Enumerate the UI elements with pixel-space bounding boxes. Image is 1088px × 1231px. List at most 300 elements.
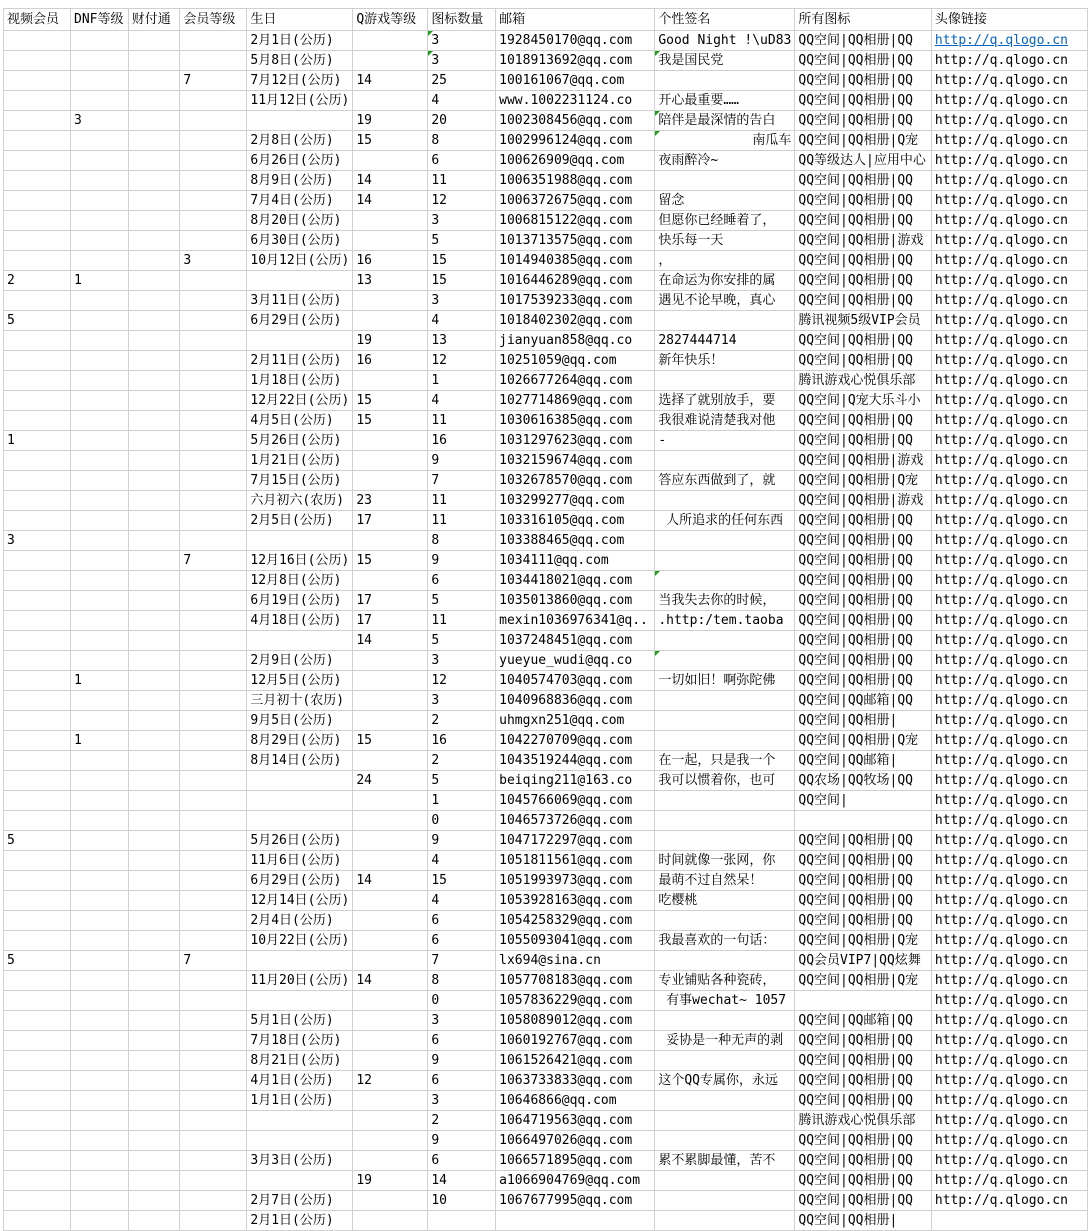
cell-video_vip[interactable] xyxy=(4,511,71,531)
cell-icon_count[interactable]: 13 xyxy=(428,331,496,351)
cell-birthday[interactable]: 3月3日(公历) xyxy=(247,1151,353,1171)
cell-tenpay[interactable] xyxy=(128,971,180,991)
cell-avatar_link[interactable]: http://q.qlogo.cn xyxy=(931,151,1087,171)
cell-qgame_level[interactable] xyxy=(353,151,428,171)
cell-video_vip[interactable] xyxy=(4,171,71,191)
cell-icon_count[interactable]: 6 xyxy=(428,931,496,951)
cell-birthday[interactable]: 12月14日(公历) xyxy=(247,891,353,911)
cell-avatar_link[interactable]: http://q.qlogo.cn xyxy=(931,351,1087,371)
cell-icon_count[interactable]: 11 xyxy=(428,611,496,631)
cell-email[interactable]: 10251059@qq.com xyxy=(496,351,655,371)
cell-video_vip[interactable] xyxy=(4,251,71,271)
cell-avatar_link[interactable]: http://q.qlogo.cn xyxy=(931,91,1087,111)
cell-signature[interactable] xyxy=(655,491,795,511)
cell-video_vip[interactable] xyxy=(4,131,71,151)
cell-icons[interactable] xyxy=(795,811,932,831)
cell-dnf_level[interactable] xyxy=(71,511,129,531)
cell-qgame_level[interactable]: 15 xyxy=(353,411,428,431)
cell-birthday[interactable]: 三月初十(农历) xyxy=(247,691,353,711)
cell-icon_count[interactable]: 8 xyxy=(428,531,496,551)
cell-vip_level[interactable] xyxy=(180,1151,247,1171)
cell-avatar_link[interactable]: http://q.qlogo.cn xyxy=(931,951,1087,971)
cell-icons[interactable]: QQ空间|QQ相册|QQ xyxy=(795,191,932,211)
cell-tenpay[interactable] xyxy=(128,371,180,391)
cell-email[interactable]: 1042270709@qq.com xyxy=(496,731,655,751)
header-cell-vip_level[interactable]: 会员等级 xyxy=(180,9,247,31)
cell-avatar_link[interactable]: http://q.qlogo.cn xyxy=(931,811,1087,831)
cell-qgame_level[interactable]: 15 xyxy=(353,551,428,571)
cell-icons[interactable]: QQ空间|QQ相册|QQ xyxy=(795,1051,932,1071)
cell-icons[interactable]: 腾讯游戏心悦俱乐部 xyxy=(795,1111,932,1131)
cell-video_vip[interactable] xyxy=(4,571,71,591)
cell-icon_count[interactable]: 11 xyxy=(428,511,496,531)
cell-video_vip[interactable] xyxy=(4,771,71,791)
cell-video_vip[interactable] xyxy=(4,891,71,911)
cell-qgame_level[interactable] xyxy=(353,211,428,231)
cell-dnf_level[interactable] xyxy=(71,1071,129,1091)
cell-email[interactable]: 1040968836@qq.com xyxy=(496,691,655,711)
cell-dnf_level[interactable] xyxy=(71,611,129,631)
cell-signature[interactable]: 我最喜欢的一句话： xyxy=(655,931,795,951)
cell-birthday[interactable] xyxy=(247,111,353,131)
header-cell-email[interactable]: 邮箱 xyxy=(496,9,655,31)
cell-video_vip[interactable] xyxy=(4,791,71,811)
cell-qgame_level[interactable] xyxy=(353,791,428,811)
cell-signature[interactable]: 留念 xyxy=(655,191,795,211)
cell-tenpay[interactable] xyxy=(128,1031,180,1051)
cell-avatar_link[interactable]: http://q.qlogo.cn xyxy=(931,411,1087,431)
cell-signature[interactable] xyxy=(655,651,795,671)
cell-video_vip[interactable] xyxy=(4,631,71,651)
cell-qgame_level[interactable]: 14 xyxy=(353,971,428,991)
cell-signature[interactable] xyxy=(655,531,795,551)
cell-qgame_level[interactable]: 23 xyxy=(353,491,428,511)
cell-signature[interactable] xyxy=(655,951,795,971)
cell-email[interactable]: 1058089012@qq.com xyxy=(496,1011,655,1031)
cell-signature[interactable] xyxy=(655,1171,795,1191)
cell-icon_count[interactable]: 5 xyxy=(428,631,496,651)
cell-birthday[interactable]: 5月8日(公历) xyxy=(247,51,353,71)
cell-dnf_level[interactable] xyxy=(71,491,129,511)
cell-vip_level[interactable] xyxy=(180,411,247,431)
avatar-link-hyperlink[interactable]: http://q.qlogo.cn xyxy=(931,31,1087,51)
cell-icons[interactable]: QQ等级达人|应用中心 xyxy=(795,151,932,171)
cell-birthday[interactable]: 1月21日(公历) xyxy=(247,451,353,471)
cell-qgame_level[interactable]: 14 xyxy=(353,71,428,91)
cell-qgame_level[interactable] xyxy=(353,711,428,731)
cell-avatar_link[interactable]: http://q.qlogo.cn xyxy=(931,831,1087,851)
cell-icon_count[interactable]: 3 xyxy=(428,31,496,51)
cell-video_vip[interactable] xyxy=(4,391,71,411)
cell-video_vip[interactable] xyxy=(4,331,71,351)
cell-tenpay[interactable] xyxy=(128,311,180,331)
cell-dnf_level[interactable] xyxy=(71,811,129,831)
cell-signature[interactable] xyxy=(655,911,795,931)
cell-signature[interactable] xyxy=(655,1051,795,1071)
cell-qgame_level[interactable] xyxy=(353,51,428,71)
cell-signature[interactable]: 时间就像一张网，你 xyxy=(655,851,795,871)
cell-qgame_level[interactable]: 19 xyxy=(353,111,428,131)
cell-qgame_level[interactable] xyxy=(353,431,428,451)
cell-avatar_link[interactable]: http://q.qlogo.cn xyxy=(931,931,1087,951)
cell-birthday[interactable]: 4月5日(公历) xyxy=(247,411,353,431)
cell-qgame_level[interactable]: 17 xyxy=(353,611,428,631)
cell-vip_level[interactable] xyxy=(180,271,247,291)
cell-icons[interactable]: QQ空间|QQ相册|QQ xyxy=(795,1171,932,1191)
cell-icons[interactable]: QQ空间|QQ相册|QQ xyxy=(795,171,932,191)
cell-vip_level[interactable] xyxy=(180,531,247,551)
cell-birthday[interactable] xyxy=(247,531,353,551)
cell-dnf_level[interactable]: 1 xyxy=(71,671,129,691)
cell-tenpay[interactable] xyxy=(128,851,180,871)
cell-qgame_level[interactable]: 19 xyxy=(353,1171,428,1191)
cell-avatar_link[interactable]: http://q.qlogo.cn xyxy=(931,451,1087,471)
cell-tenpay[interactable] xyxy=(128,651,180,671)
cell-video_vip[interactable]: 5 xyxy=(4,311,71,331)
cell-tenpay[interactable] xyxy=(128,171,180,191)
cell-avatar_link[interactable]: http://q.qlogo.cn xyxy=(931,851,1087,871)
cell-tenpay[interactable] xyxy=(128,211,180,231)
cell-email[interactable]: 1067677995@qq.com xyxy=(496,1191,655,1211)
cell-icons[interactable]: QQ空间|QQ相册|游戏 xyxy=(795,231,932,251)
cell-signature[interactable] xyxy=(655,1111,795,1131)
cell-vip_level[interactable] xyxy=(180,751,247,771)
cell-video_vip[interactable]: 2 xyxy=(4,271,71,291)
cell-avatar_link[interactable]: http://q.qlogo.cn xyxy=(931,1151,1087,1171)
cell-vip_level[interactable] xyxy=(180,831,247,851)
cell-icon_count[interactable]: 4 xyxy=(428,891,496,911)
cell-vip_level[interactable] xyxy=(180,451,247,471)
cell-birthday[interactable] xyxy=(247,1111,353,1131)
cell-email[interactable]: 1006372675@qq.com xyxy=(496,191,655,211)
cell-signature[interactable]: 但愿你已经睡着了， xyxy=(655,211,795,231)
cell-qgame_level[interactable] xyxy=(353,1211,428,1231)
cell-email[interactable]: 1040574703@qq.com xyxy=(496,671,655,691)
cell-birthday[interactable]: 5月1日(公历) xyxy=(247,1011,353,1031)
cell-dnf_level[interactable] xyxy=(71,211,129,231)
cell-email[interactable]: 1057836229@qq.com xyxy=(496,991,655,1011)
cell-avatar_link[interactable]: http://q.qlogo.cn xyxy=(931,1191,1087,1211)
cell-email[interactable]: 1037248451@qq.com xyxy=(496,631,655,651)
cell-icon_count[interactable]: 9 xyxy=(428,551,496,571)
cell-avatar_link[interactable]: http://q.qlogo.cn xyxy=(931,911,1087,931)
cell-icons[interactable]: QQ会员VIP7|QQ炫舞 xyxy=(795,951,932,971)
cell-video_vip[interactable] xyxy=(4,451,71,471)
cell-dnf_level[interactable] xyxy=(71,91,129,111)
cell-vip_level[interactable] xyxy=(180,1051,247,1071)
cell-video_vip[interactable] xyxy=(4,191,71,211)
cell-vip_level[interactable] xyxy=(180,111,247,131)
cell-icons[interactable]: 腾讯游戏心悦俱乐部 xyxy=(795,371,932,391)
cell-signature[interactable]: 有事wechat~ 1057 xyxy=(655,991,795,1011)
cell-dnf_level[interactable] xyxy=(71,31,129,51)
cell-icon_count[interactable]: 6 xyxy=(428,571,496,591)
cell-tenpay[interactable] xyxy=(128,731,180,751)
cell-icon_count[interactable]: 0 xyxy=(428,991,496,1011)
cell-icons[interactable]: QQ空间|QQ相册|QQ xyxy=(795,611,932,631)
cell-birthday[interactable]: 11月20日(公历) xyxy=(247,971,353,991)
cell-dnf_level[interactable] xyxy=(71,1211,129,1231)
cell-signature[interactable] xyxy=(655,1191,795,1211)
cell-icon_count[interactable]: 1 xyxy=(428,791,496,811)
cell-qgame_level[interactable]: 14 xyxy=(353,171,428,191)
cell-icons[interactable]: QQ空间|QQ相册|QQ xyxy=(795,1131,932,1151)
header-cell-video_vip[interactable]: 视频会员 xyxy=(4,9,71,31)
cell-birthday[interactable] xyxy=(247,951,353,971)
cell-vip_level[interactable] xyxy=(180,491,247,511)
cell-icon_count[interactable]: 16 xyxy=(428,431,496,451)
cell-icons[interactable]: QQ空间|QQ相册|QQ xyxy=(795,1151,932,1171)
header-cell-icon_count[interactable]: 图标数量 xyxy=(428,9,496,31)
cell-vip_level[interactable] xyxy=(180,351,247,371)
cell-tenpay[interactable] xyxy=(128,231,180,251)
cell-video_vip[interactable] xyxy=(4,351,71,371)
cell-video_vip[interactable] xyxy=(4,1211,71,1231)
cell-tenpay[interactable] xyxy=(128,1051,180,1071)
cell-birthday[interactable]: 4月1日(公历) xyxy=(247,1071,353,1091)
cell-icon_count[interactable]: 2 xyxy=(428,1111,496,1131)
cell-icons[interactable]: QQ空间|QQ相册|QQ xyxy=(795,51,932,71)
cell-signature[interactable]: 最萌不过自然呆！ xyxy=(655,871,795,891)
cell-icon_count[interactable]: 5 xyxy=(428,771,496,791)
cell-tenpay[interactable] xyxy=(128,791,180,811)
cell-tenpay[interactable] xyxy=(128,491,180,511)
cell-vip_level[interactable] xyxy=(180,731,247,751)
cell-vip_level[interactable] xyxy=(180,391,247,411)
cell-email[interactable]: 103316105@qq.com xyxy=(496,511,655,531)
cell-email[interactable]: 1002308456@qq.com xyxy=(496,111,655,131)
cell-signature[interactable] xyxy=(655,831,795,851)
cell-signature[interactable]: 2827444714 xyxy=(655,331,795,351)
cell-dnf_level[interactable] xyxy=(71,691,129,711)
cell-tenpay[interactable] xyxy=(128,111,180,131)
cell-dnf_level[interactable] xyxy=(71,551,129,571)
cell-dnf_level[interactable] xyxy=(71,251,129,271)
cell-signature[interactable]: 一切如旧！啊弥陀佛 xyxy=(655,671,795,691)
cell-tenpay[interactable] xyxy=(128,991,180,1011)
cell-qgame_level[interactable] xyxy=(353,571,428,591)
cell-birthday[interactable]: 5月26日(公历) xyxy=(247,431,353,451)
cell-video_vip[interactable] xyxy=(4,651,71,671)
cell-qgame_level[interactable]: 16 xyxy=(353,351,428,371)
cell-birthday[interactable]: 2月8日(公历) xyxy=(247,131,353,151)
cell-video_vip[interactable] xyxy=(4,1171,71,1191)
cell-tenpay[interactable] xyxy=(128,611,180,631)
cell-dnf_level[interactable] xyxy=(71,591,129,611)
cell-icons[interactable]: QQ空间|QQ相册|QQ xyxy=(795,1091,932,1111)
cell-birthday[interactable]: 2月9日(公历) xyxy=(247,651,353,671)
cell-icon_count[interactable]: 16 xyxy=(428,731,496,751)
cell-birthday[interactable] xyxy=(247,331,353,351)
cell-email[interactable]: 10646866@qq.com xyxy=(496,1091,655,1111)
cell-qgame_level[interactable]: 16 xyxy=(353,251,428,271)
cell-avatar_link[interactable]: http://q.qlogo.cn xyxy=(931,1031,1087,1051)
cell-icons[interactable]: QQ空间|QQ相册|游戏 xyxy=(795,491,932,511)
cell-vip_level[interactable] xyxy=(180,591,247,611)
cell-tenpay[interactable] xyxy=(128,591,180,611)
cell-vip_level[interactable] xyxy=(180,431,247,451)
cell-birthday[interactable]: 2月11日(公历) xyxy=(247,351,353,371)
cell-video_vip[interactable] xyxy=(4,611,71,631)
header-cell-birthday[interactable]: 生日 xyxy=(247,9,353,31)
cell-birthday[interactable]: 8月29日(公历) xyxy=(247,731,353,751)
cell-vip_level[interactable] xyxy=(180,1011,247,1031)
cell-qgame_level[interactable] xyxy=(353,671,428,691)
cell-dnf_level[interactable] xyxy=(71,571,129,591)
cell-video_vip[interactable]: 5 xyxy=(4,831,71,851)
cell-qgame_level[interactable] xyxy=(353,751,428,771)
cell-birthday[interactable]: 6月26日(公历) xyxy=(247,151,353,171)
cell-icons[interactable]: QQ空间|QQ相册| xyxy=(795,1211,932,1231)
cell-vip_level[interactable]: 7 xyxy=(180,551,247,571)
cell-email[interactable]: 1006351988@qq.com xyxy=(496,171,655,191)
cell-birthday[interactable]: 12月16日(公历) xyxy=(247,551,353,571)
cell-tenpay[interactable] xyxy=(128,1011,180,1031)
cell-signature[interactable]: 遇见不论早晚，真心 xyxy=(655,291,795,311)
cell-birthday[interactable] xyxy=(247,811,353,831)
cell-qgame_level[interactable] xyxy=(353,1091,428,1111)
cell-signature[interactable]: 我是国民党 xyxy=(655,51,795,71)
cell-tenpay[interactable] xyxy=(128,251,180,271)
cell-signature[interactable] xyxy=(655,311,795,331)
cell-icons[interactable] xyxy=(795,991,932,1011)
cell-email[interactable]: 1054258329@qq.com xyxy=(496,911,655,931)
cell-icon_count[interactable]: 4 xyxy=(428,391,496,411)
cell-tenpay[interactable] xyxy=(128,191,180,211)
cell-icons[interactable]: QQ空间|QQ相册|QQ xyxy=(795,511,932,531)
cell-tenpay[interactable] xyxy=(128,1131,180,1151)
cell-birthday[interactable] xyxy=(247,991,353,1011)
cell-qgame_level[interactable] xyxy=(353,91,428,111)
cell-tenpay[interactable] xyxy=(128,1091,180,1111)
cell-qgame_level[interactable]: 24 xyxy=(353,771,428,791)
cell-tenpay[interactable] xyxy=(128,891,180,911)
cell-dnf_level[interactable]: 1 xyxy=(71,271,129,291)
cell-video_vip[interactable] xyxy=(4,731,71,751)
cell-dnf_level[interactable] xyxy=(71,351,129,371)
cell-vip_level[interactable] xyxy=(180,651,247,671)
cell-birthday[interactable]: 2月7日(公历) xyxy=(247,1191,353,1211)
cell-avatar_link[interactable]: http://q.qlogo.cn xyxy=(931,371,1087,391)
cell-vip_level[interactable] xyxy=(180,611,247,631)
cell-icons[interactable]: QQ空间|QQ相册|QQ xyxy=(795,591,932,611)
cell-avatar_link[interactable]: http://q.qlogo.cn xyxy=(931,251,1087,271)
cell-vip_level[interactable]: 3 xyxy=(180,251,247,271)
cell-signature[interactable]: .http:/tem.taoba xyxy=(655,611,795,631)
cell-email[interactable]: 1026677264@qq.com xyxy=(496,371,655,391)
cell-birthday[interactable]: 8月20日(公历) xyxy=(247,211,353,231)
cell-tenpay[interactable] xyxy=(128,931,180,951)
cell-avatar_link[interactable]: http://q.qlogo.cn xyxy=(931,131,1087,151)
cell-email[interactable]: lx694@sina.cn xyxy=(496,951,655,971)
cell-video_vip[interactable] xyxy=(4,1151,71,1171)
cell-icons[interactable]: QQ空间|Q宠大乐斗小 xyxy=(795,391,932,411)
cell-icons[interactable]: QQ空间|QQ相册|Q宠 xyxy=(795,471,932,491)
cell-dnf_level[interactable] xyxy=(71,891,129,911)
cell-icon_count[interactable]: 12 xyxy=(428,671,496,691)
cell-birthday[interactable]: 3月11日(公历) xyxy=(247,291,353,311)
cell-dnf_level[interactable]: 1 xyxy=(71,731,129,751)
cell-signature[interactable]: 在命运为你安排的属 xyxy=(655,271,795,291)
cell-tenpay[interactable] xyxy=(128,291,180,311)
cell-birthday[interactable]: 8月21日(公历) xyxy=(247,1051,353,1071)
cell-avatar_link[interactable]: http://q.qlogo.cn xyxy=(931,631,1087,651)
cell-video_vip[interactable] xyxy=(4,971,71,991)
header-cell-dnf_level[interactable]: DNF等级 xyxy=(71,9,129,31)
cell-avatar_link[interactable]: http://q.qlogo.cn xyxy=(931,1171,1087,1191)
cell-icons[interactable]: QQ空间|QQ相册|QQ xyxy=(795,271,932,291)
cell-icon_count[interactable]: 12 xyxy=(428,191,496,211)
cell-signature[interactable]: 夜雨醉冷~ xyxy=(655,151,795,171)
cell-email[interactable]: 1034111@qq.com xyxy=(496,551,655,571)
cell-icon_count[interactable]: 3 xyxy=(428,51,496,71)
cell-video_vip[interactable] xyxy=(4,471,71,491)
cell-icons[interactable]: QQ空间|QQ相册|QQ xyxy=(795,631,932,651)
cell-birthday[interactable]: 9月5日(公历) xyxy=(247,711,353,731)
cell-email[interactable]: yueyue_wudi@qq.co xyxy=(496,651,655,671)
cell-vip_level[interactable] xyxy=(180,511,247,531)
cell-avatar_link[interactable]: http://q.qlogo.cn xyxy=(931,331,1087,351)
cell-icon_count[interactable]: 6 xyxy=(428,151,496,171)
cell-birthday[interactable]: 8月14日(公历) xyxy=(247,751,353,771)
cell-icons[interactable]: QQ空间|QQ相册|QQ xyxy=(795,291,932,311)
cell-signature[interactable] xyxy=(655,451,795,471)
cell-avatar_link[interactable]: http://q.qlogo.cn xyxy=(931,691,1087,711)
cell-icon_count[interactable]: 14 xyxy=(428,1171,496,1191)
cell-dnf_level[interactable] xyxy=(71,971,129,991)
cell-vip_level[interactable] xyxy=(180,1171,247,1191)
cell-email[interactable]: 1031297623@qq.com xyxy=(496,431,655,451)
cell-qgame_level[interactable] xyxy=(353,1111,428,1131)
cell-icon_count[interactable]: 8 xyxy=(428,131,496,151)
cell-vip_level[interactable] xyxy=(180,871,247,891)
cell-tenpay[interactable] xyxy=(128,51,180,71)
cell-birthday[interactable]: 11月12日(公历) xyxy=(247,91,353,111)
cell-birthday[interactable]: 2月4日(公历) xyxy=(247,911,353,931)
cell-video_vip[interactable] xyxy=(4,1091,71,1111)
cell-icon_count[interactable]: 25 xyxy=(428,71,496,91)
cell-avatar_link[interactable]: http://q.qlogo.cn xyxy=(931,171,1087,191)
cell-vip_level[interactable] xyxy=(180,291,247,311)
cell-tenpay[interactable] xyxy=(128,1211,180,1231)
cell-dnf_level[interactable] xyxy=(71,1191,129,1211)
cell-icons[interactable]: QQ空间|QQ相册|QQ xyxy=(795,411,932,431)
cell-email[interactable]: 1034418021@qq.com xyxy=(496,571,655,591)
cell-email[interactable]: a1066904769@qq.com xyxy=(496,1171,655,1191)
cell-vip_level[interactable] xyxy=(180,1211,247,1231)
cell-tenpay[interactable] xyxy=(128,911,180,931)
cell-video_vip[interactable] xyxy=(4,871,71,891)
cell-vip_level[interactable] xyxy=(180,51,247,71)
cell-tenpay[interactable] xyxy=(128,671,180,691)
cell-email[interactable]: beiqing211@163.co xyxy=(496,771,655,791)
cell-qgame_level[interactable] xyxy=(353,371,428,391)
cell-avatar_link[interactable]: http://q.qlogo.cn xyxy=(931,531,1087,551)
cell-email[interactable]: 1046573726@qq.com xyxy=(496,811,655,831)
cell-tenpay[interactable] xyxy=(128,551,180,571)
cell-icon_count[interactable]: 6 xyxy=(428,911,496,931)
cell-icons[interactable]: QQ空间|QQ邮箱|QQ xyxy=(795,1011,932,1031)
header-cell-qgame_level[interactable]: Q游戏等级 xyxy=(353,9,428,31)
header-cell-tenpay[interactable]: 财付通 xyxy=(128,9,180,31)
cell-icon_count[interactable]: 6 xyxy=(428,1151,496,1171)
cell-vip_level[interactable]: 7 xyxy=(180,951,247,971)
cell-email[interactable]: 103299277@qq.com xyxy=(496,491,655,511)
cell-signature[interactable] xyxy=(655,1011,795,1031)
cell-signature[interactable]: Good Night !\uD83 xyxy=(655,31,795,51)
cell-email[interactable]: 1060192767@qq.com xyxy=(496,1031,655,1051)
cell-icon_count[interactable]: 12 xyxy=(428,351,496,371)
